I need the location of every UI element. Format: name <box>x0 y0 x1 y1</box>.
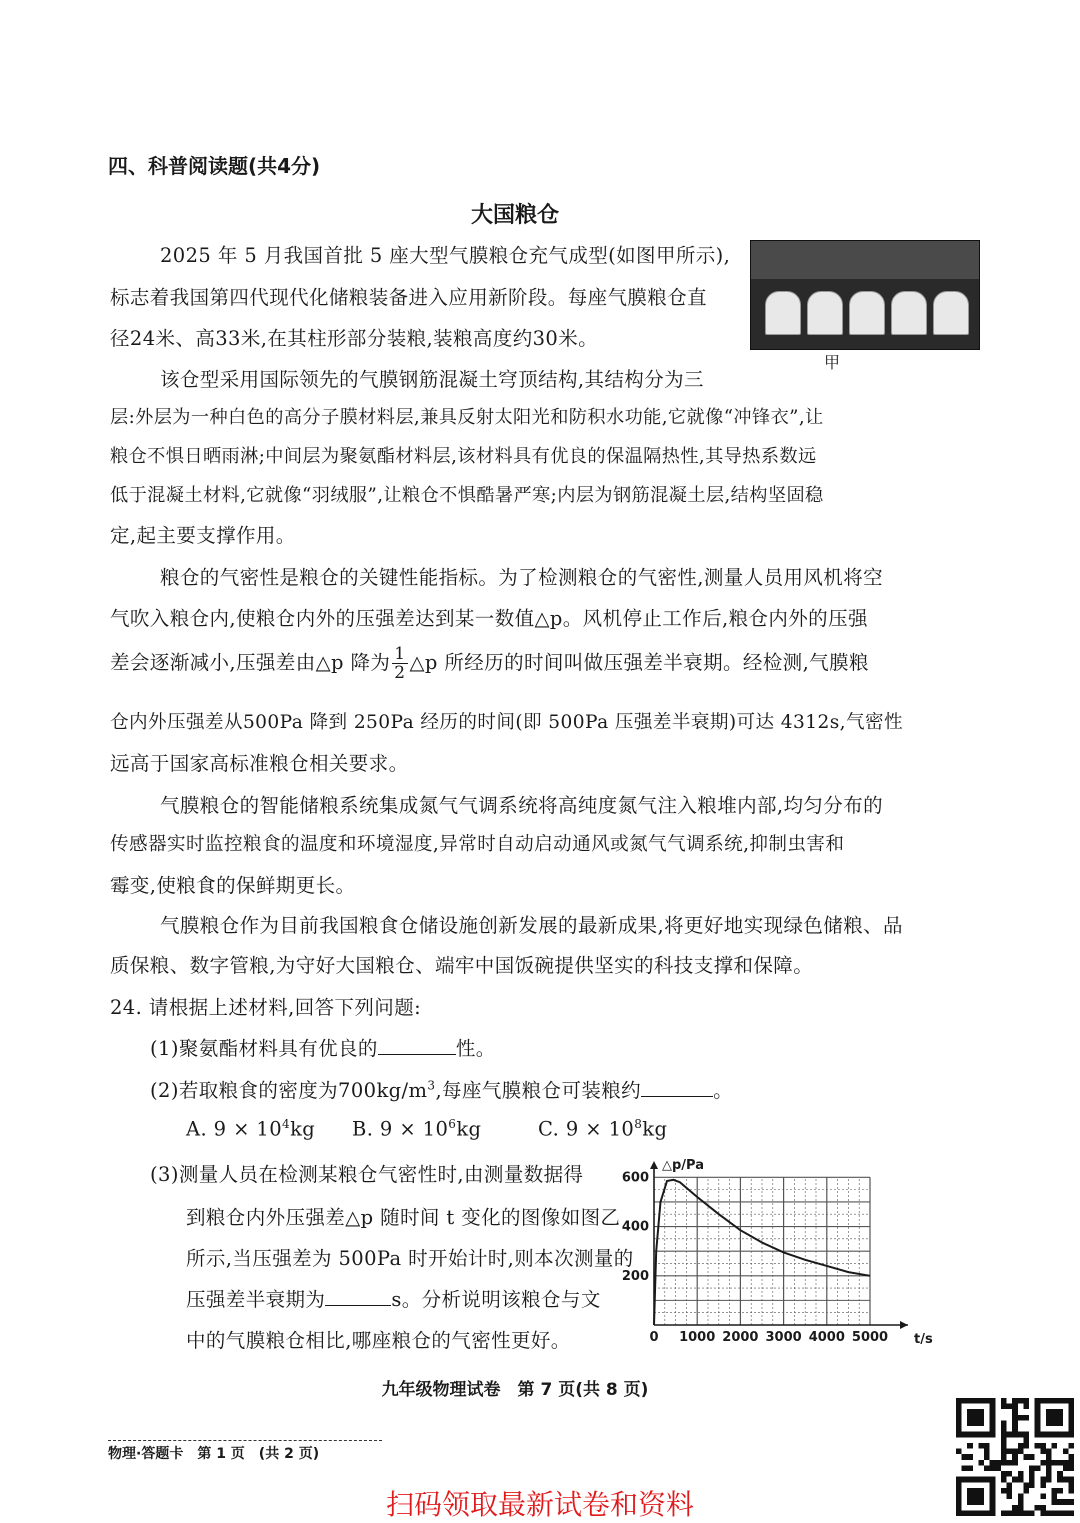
y-axis-label: △p/Pa <box>662 1158 705 1173</box>
x-tick-label: 1000 <box>679 1330 716 1345</box>
text-span: (2)若取粮食的密度为700kg/m <box>150 1079 428 1102</box>
text-line: 径24米、高33米,在其柱形部分装粮,装粮高度约30米。 <box>110 327 599 350</box>
text-span: s。分析说明该粮仓与文 <box>391 1288 601 1311</box>
text-span: (1)聚氨酯材料具有优良的 <box>150 1037 378 1060</box>
option-a <box>186 1117 315 1141</box>
question-3-line: 到粮仓内外压强差△p 随时间 t 变化的图像如图乙 <box>186 1206 621 1229</box>
option-c <box>538 1117 667 1141</box>
text-line: 气吹入粮仓内,使粮仓内外的压强差达到某一数值△p。风机停止工作后,粮仓内外的压强 <box>110 607 868 630</box>
question-stem: 24. 请根据上述材料,回答下列问题: <box>110 996 422 1019</box>
y-tick-label: 200 <box>621 1268 649 1284</box>
fraction-denominator: 2 <box>394 663 406 683</box>
promo-text: 扫码领取最新试卷和资料 <box>385 1488 694 1521</box>
text-line: 质保粮、数字管粮,为守好大国粮仓、端牢中国饭碗提供坚实的科技支撑和保障。 <box>110 954 814 977</box>
text-line: 气膜粮仓的智能储粮系统集成氮气气调系统将高纯度氮气注入粮堆内部,均匀分布的 <box>160 794 883 817</box>
option-b <box>352 1117 481 1141</box>
superscript: 3 <box>427 1078 436 1093</box>
text-line: 粮仓的气密性是粮仓的关键性能指标。为了检测粮仓的气密性,测量人员用风机将空 <box>160 566 883 589</box>
x-tick-label: 3000 <box>765 1330 802 1345</box>
y-tick-label: 600 <box>621 1170 649 1186</box>
text-span: 压强差半衰期为 <box>186 1288 326 1311</box>
text-line: 低于混凝土材料,它就像“羽绒服”,让粮仓不惧酷暑严寒;内层为钢筋混凝土层,结构坚固稳 <box>110 485 824 506</box>
text-line: 气膜粮仓作为目前我国粮食仓储设施创新发展的最新成果,将更好地实现绿色储粮、品 <box>160 914 903 937</box>
text-line: 粮仓不惧日晒雨淋;中间层为聚氨酯材料层,该材料具有优良的保温隔热性,其导热系数远 <box>110 446 817 467</box>
answer-card-label: 物理·答题卡 第 1 页 (共 2 页) <box>108 1446 320 1462</box>
text-line: 远高于国家高标准粮仓相关要求。 <box>110 752 409 775</box>
fraction-one-half <box>392 645 407 682</box>
text-line: 仓内外压强差从500Pa 降到 250Pa 经历的时间(即 500Pa 压强差半衰期)可达 4312s,气密性 <box>110 712 903 733</box>
text-line-with-fraction <box>110 645 869 682</box>
x-tick-label: 2000 <box>722 1330 759 1345</box>
fraction-numerator: 1 <box>394 644 406 664</box>
answer-blank-3[interactable] <box>325 1287 391 1306</box>
question-3-line: 所示,当压强差为 500Pa 时开始计时,则本次测量的 <box>186 1247 634 1270</box>
text-line: 该仓型采用国际领先的气膜钢筋混凝土穹顶结构,其结构分为三 <box>160 368 704 391</box>
chart-axes <box>650 1161 908 1329</box>
text-line: 2025 年 5 月我国首批 5 座大型气膜粮仓充气成型(如图甲所示), <box>160 244 731 267</box>
text-line: 霉变,使粮食的保鲜期更长。 <box>110 874 356 897</box>
text-span: △p 所经历的时间叫做压强差半衰期。经检测,气膜粮 <box>409 651 869 674</box>
text-line: 层:外层为一种白色的高分子膜材料层,兼具反射太阳光和防积水功能,它就像“冲锋衣”,让 <box>110 407 824 428</box>
text-span: 。 <box>713 1079 733 1102</box>
superscript: 8 <box>634 1117 643 1131</box>
text-line: 定,起主要支撑作用。 <box>110 524 296 547</box>
y-tick-label: 400 <box>621 1219 649 1235</box>
pressure-time-chart <box>621 1155 933 1355</box>
text-span: ,每座气膜粮仓可装粮约 <box>435 1079 642 1102</box>
question-3-line: (3)测量人员在检测某粮仓气密性时,由测量数据得 <box>150 1163 584 1186</box>
x-axis-arrow <box>900 1321 908 1329</box>
text-span: B. 9 × 10 <box>352 1117 449 1141</box>
superscript: 6 <box>448 1117 457 1131</box>
unit-span: kg <box>642 1117 668 1141</box>
question-3-line <box>186 1284 601 1312</box>
text-span: A. 9 × 10 <box>186 1117 283 1141</box>
x-tick-label: 5000 <box>851 1330 889 1345</box>
unit-span: kg <box>290 1117 316 1141</box>
chart-grid <box>654 1177 870 1325</box>
divider <box>108 1440 382 1441</box>
unit-span: kg <box>456 1117 482 1141</box>
page-footer: 九年级物理试卷 第 7 页(共 8 页) <box>381 1380 649 1400</box>
text-line: 标志着我国第四代现代化储粮装备进入应用新阶段。每座气膜粮仓直 <box>110 286 708 309</box>
question-2 <box>150 1075 733 1103</box>
section-heading: 四、科普阅读题(共4分) <box>108 154 321 178</box>
x-tick-label: 4000 <box>808 1330 845 1345</box>
figure-jia-caption: 甲 <box>824 353 841 372</box>
x-tick-label: 0 <box>649 1330 659 1345</box>
text-span: 差会逐渐减小,压强差由△p 降为 <box>110 651 391 674</box>
text-line: 传感器实时监控粮食的温度和环境湿度,异常时自动启动通风或氮气气调系统,抑制虫害和 <box>110 834 845 855</box>
figure-jia-photo <box>750 240 980 350</box>
answer-blank-2[interactable] <box>641 1078 713 1097</box>
question-1 <box>150 1033 496 1061</box>
superscript: 4 <box>282 1117 291 1131</box>
article-title: 大国粮仓 <box>470 203 559 228</box>
text-span: C. 9 × 10 <box>538 1117 635 1141</box>
x-axis-label: t/s <box>914 1332 933 1347</box>
text-span: 性。 <box>455 1037 496 1060</box>
question-3-line: 中的气膜粮仓相比,哪座粮仓的气密性更好。 <box>186 1329 571 1352</box>
y-axis-arrow <box>650 1161 658 1169</box>
answer-blank-1[interactable] <box>378 1036 456 1055</box>
